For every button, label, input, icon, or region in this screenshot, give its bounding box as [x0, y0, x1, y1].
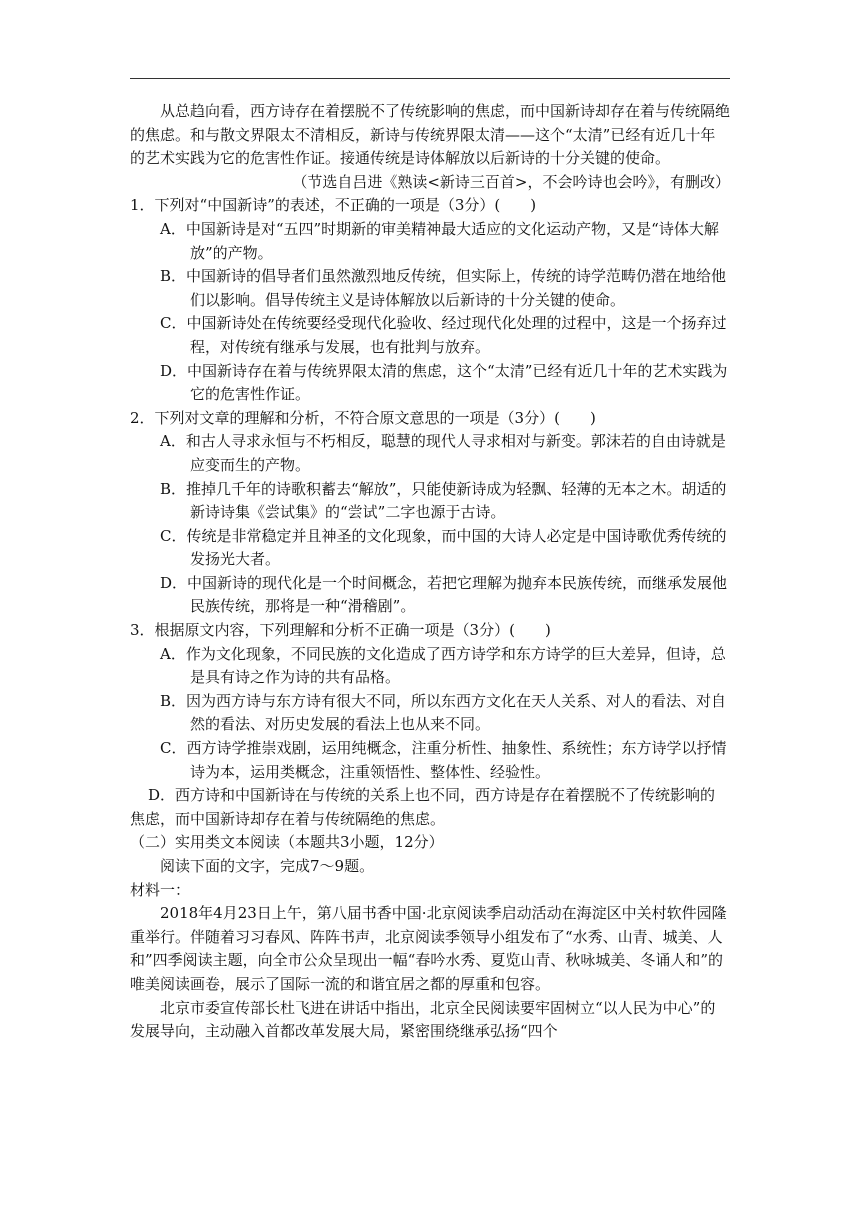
question-3: [130, 619, 730, 831]
option-a: A．作为文化现象，不同民族的文化造成了西方诗学和东方诗学的巨大差异，但诗，总是具有诗之作为诗的共有品格。: [160, 644, 726, 687]
option-d: D．中国新诗存在着与传统界限太清的焦虑，这个“太清”已经有近几十年的艺术实践为它的危害性作证。: [160, 361, 728, 404]
option-c: C．中国新诗处在传统要经受现代化验收、经过现代化处理的过程中，这是一个扬弃过程，对传统有继承与发展，也有批判与放弃。: [160, 314, 727, 356]
option-a: A．中国新诗是对“五四”时期新的审美精神最大适应的文化运动产物，又是“诗体大解放”的产物。: [160, 219, 719, 262]
question-stem: 3．根据原文内容，下列理解和分析不正确一项是（3分）( ): [130, 621, 551, 640]
option-b: B．推掉几千年的诗歌积蓄去“解放”，只能使新诗成为轻飘、轻薄的无本之木。胡适的新诗诗集《尝试集》的“尝试”二字也源于古诗。: [160, 479, 727, 522]
option-c: C．西方诗学推崇戏剧，运用纯概念，注重分析性、抽象性、系统性；东方诗学以抒情诗为本，运用类概念，注重领悟性、整体性、经验性。: [160, 739, 727, 781]
option-d: D．中国新诗的现代化是一个时间概念，若把它理解为抛弃本民族传统，而继承发展他民族传统，那将是一种“滑稽剧”。: [160, 573, 728, 616]
document-page: [130, 100, 730, 1044]
header-rule: [130, 78, 730, 79]
option-b: B．因为西方诗与东方诗有很大不同，所以东西方文化在天人关系、对人的看法、对自然的看法、对历史发展的看法上也从来不同。: [160, 691, 727, 734]
source-citation: （节选自吕进《熟读<新诗三百首>，不会吟诗也会吟》，有删改）: [292, 172, 730, 191]
question-stem: 2．下列对文章的理解和分析，不符合原文意思的一项是（3分）( ): [130, 408, 596, 427]
intro-paragraph: 从总趋向看，西方诗存在着摆脱不了传统影响的焦虑，而中国新诗却存在着与传统隔绝的焦虑。和与散文界限太不清相反，新诗与传统界限太清——这个“太清”已经有近几十年的艺术实践为它的危害性作证。接通传统是诗体解放以后新诗的十分关键的使命。: [130, 102, 731, 168]
question-stem: 1．下列对“中国新诗”的表述，不正确的一项是（3分）( ): [130, 196, 537, 215]
section-heading: （二）实用类文本阅读（本题共3小题，12分）: [130, 833, 444, 852]
question-1: [130, 194, 730, 406]
option-c: C．传统是非常稳定并且神圣的文化现象，而中国的大诗人必定是中国诗歌优秀传统的发扬光大者。: [160, 526, 727, 569]
material-paragraph: 北京市委宣传部长杜飞进在讲话中指出，北京全民阅读要牢固树立“以人民为中心”的发展导向，主动融入首都改革发展大局，紧密围绕继承弘扬“四个: [130, 998, 716, 1041]
question-2: [130, 407, 730, 619]
option-a: A．和古人寻求永恒与不朽相反，聪慧的现代人寻求相对与新变。郭沫若的自由诗就是应变而生的产物。: [160, 432, 726, 474]
material-label: 材料一：: [130, 880, 191, 899]
material-paragraph: 2018年4月23日上午，第八届书香中国·北京阅读季启动活动在海淀区中关村软件园隆重举行。伴随着习习春风、阵阵书声，北京阅读季领导小组发布了“水秀、山青、城美、人和”四季阅读主题，向全市公众呈现出一幅“春吟水秀、夏览山青、秋咏城美、冬诵人和”的唯美阅读画卷，展示了国际一流的和谐宜居之都的厚重和包容。: [130, 904, 727, 993]
section-instruction: 阅读下面的文字，完成7～9题。: [160, 857, 375, 875]
option-b: B．中国新诗的倡导者们虽然激烈地反传统，但实际上，传统的诗学范畴仍潜在地给他们以影响。倡导传统主义是诗体解放以后新诗的十分关键的使命。: [160, 267, 727, 309]
option-d: D．西方诗和中国新诗在与传统的关系上也不同，西方诗是存在着摆脱不了传统影响的焦虑，而中国新诗却存在着与传统隔绝的焦虑。: [130, 786, 716, 828]
